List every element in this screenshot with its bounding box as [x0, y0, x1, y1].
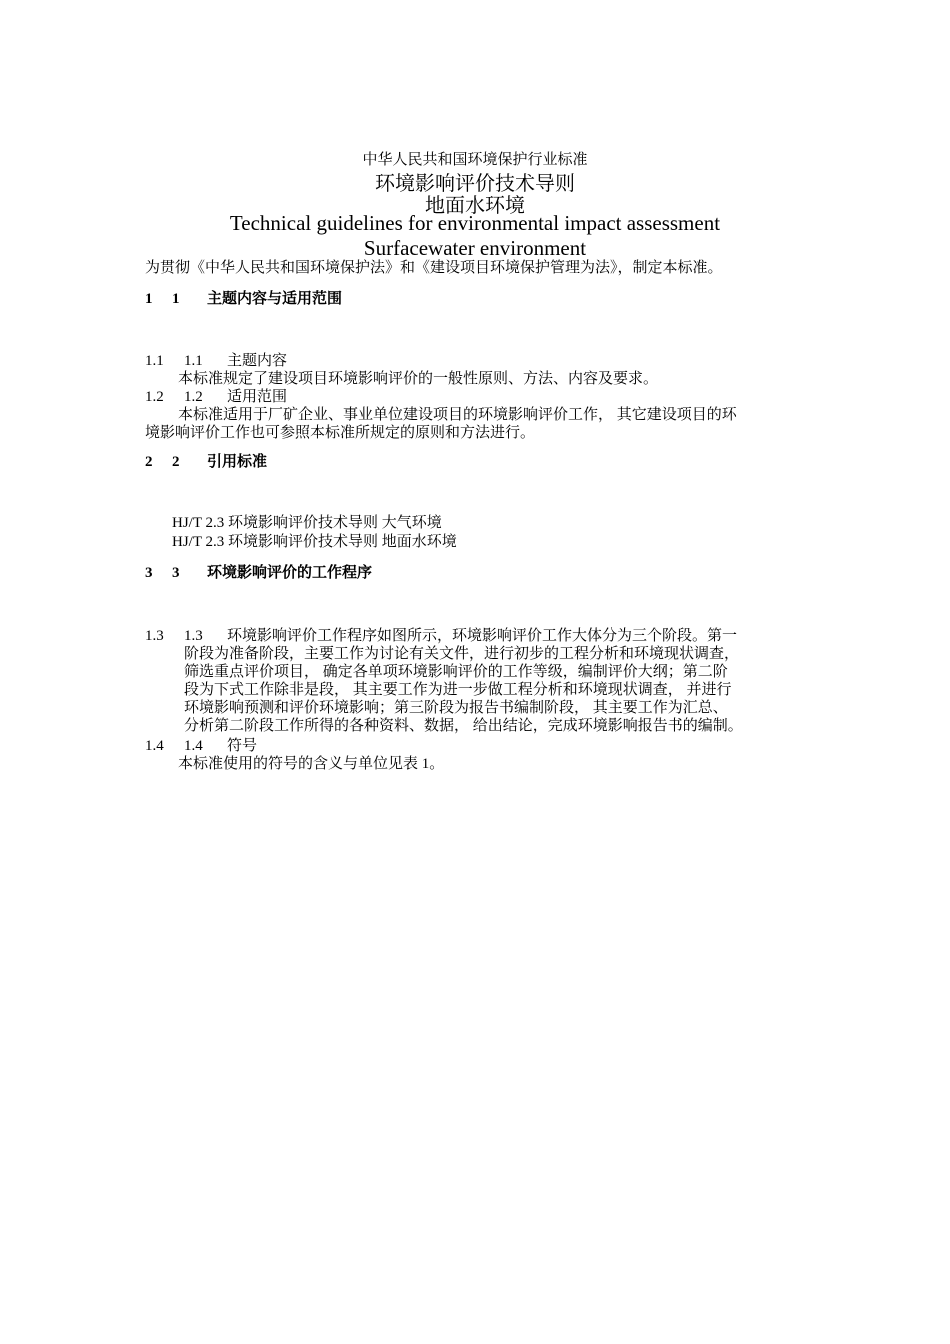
subsection-1-1-heading: [145, 352, 287, 370]
standard-org-line: 中华人民共和国环境保护行业标准: [362, 152, 588, 168]
subsection-title: 适用范围: [227, 389, 288, 405]
subsection-title: 主题内容: [227, 353, 288, 369]
subsection-1-3-line-4: 段为下式工作除非是段， 其主要工作为进一步做工程分析和环境现状调查， 并进行: [184, 682, 732, 698]
subsection-1-2-text-line-1: 本标准适用于厂矿企业、事业单位建设项目的环境影响评价工作， 其它建设项目的环: [178, 407, 737, 423]
section-2-heading: [145, 450, 267, 471]
document-title-en: Technical guidelines for environmental impact assessment: [229, 211, 721, 235]
section-number-repeat: 2: [172, 454, 180, 470]
subsection-number: 1.4: [145, 738, 164, 754]
subsection-1-4-heading: [145, 737, 257, 755]
section-number: 2: [145, 454, 153, 470]
subsection-title: 符号: [227, 738, 258, 754]
document-title-cn: 环境影响评价技术导则: [375, 173, 575, 195]
document-subtitle-en: Surfacewater environment: [363, 236, 587, 260]
subsection-number: 1.1: [145, 353, 164, 369]
subsection-number-repeat: 1.1: [184, 353, 203, 369]
section-number: 1: [145, 291, 153, 307]
subsection-1-3-line-6: 分析第二阶段工作所得的各种资料、数据， 给出结论，完成环境影响报告书的编制。: [184, 718, 743, 734]
subsection-1-3-line-3: 筛选重点评价项目， 确定各单项环境影响评价的工作等级，编制评价大纲；第二阶: [184, 664, 728, 680]
section-number: 3: [145, 565, 153, 581]
section-title: 引用标准: [207, 454, 268, 470]
subsection-number-repeat: 1.2: [184, 389, 203, 405]
section-title: 环境影响评价的工作程序: [207, 565, 373, 581]
section-title: 主题内容与适用范围: [207, 291, 343, 307]
reference-item: HJ/T 2.3 环境影响评价技术导则 大气环境: [172, 515, 442, 531]
subsection-1-3-number: [145, 627, 227, 645]
subsection-number-repeat: 1.3: [184, 628, 203, 644]
subsection-1-2-text-line-2: 境影响评价工作也可参照本标准所规定的原则和方法进行。: [145, 425, 536, 441]
document-subtitle-cn: 地面水环境: [425, 195, 525, 217]
section-number-repeat: 3: [172, 565, 180, 581]
subsection-1-3-line-1: 环境影响评价工作程序如图所示，环境影响评价工作大体分为三个阶段。第一: [227, 628, 738, 644]
section-number-repeat: 1: [172, 291, 180, 307]
subsection-number-repeat: 1.4: [184, 738, 203, 754]
section-1-heading: [145, 287, 342, 308]
subsection-1-3-line-5: 环境影响预测和评价环境影响；第三阶段为报告书编制阶段， 其主要工作为汇总、: [184, 700, 728, 716]
section-3-heading: [145, 561, 372, 582]
intro-paragraph: 为贯彻《中华人民共和国环境保护法》和《建设项目环境保护管理为法》，制定本标准。: [145, 260, 723, 276]
subsection-1-4-text: 本标准使用的符号的含义与单位见表 1。: [178, 756, 445, 772]
subsection-1-2-heading: [145, 388, 287, 406]
reference-item: HJ/T 2.3 环境影响评价技术导则 地面水环境: [172, 534, 457, 550]
subsection-number: 1.2: [145, 389, 164, 405]
subsection-1-3-line-2: 阶段为准备阶段，主要工作为讨论有关文件，进行初步的工程分析和环境现状调查，: [184, 646, 740, 662]
subsection-number: 1.3: [145, 628, 164, 644]
subsection-1-1-text: 本标准规定了建设项目环境影响评价的一般性原则、方法、内容及要求。: [178, 371, 659, 387]
